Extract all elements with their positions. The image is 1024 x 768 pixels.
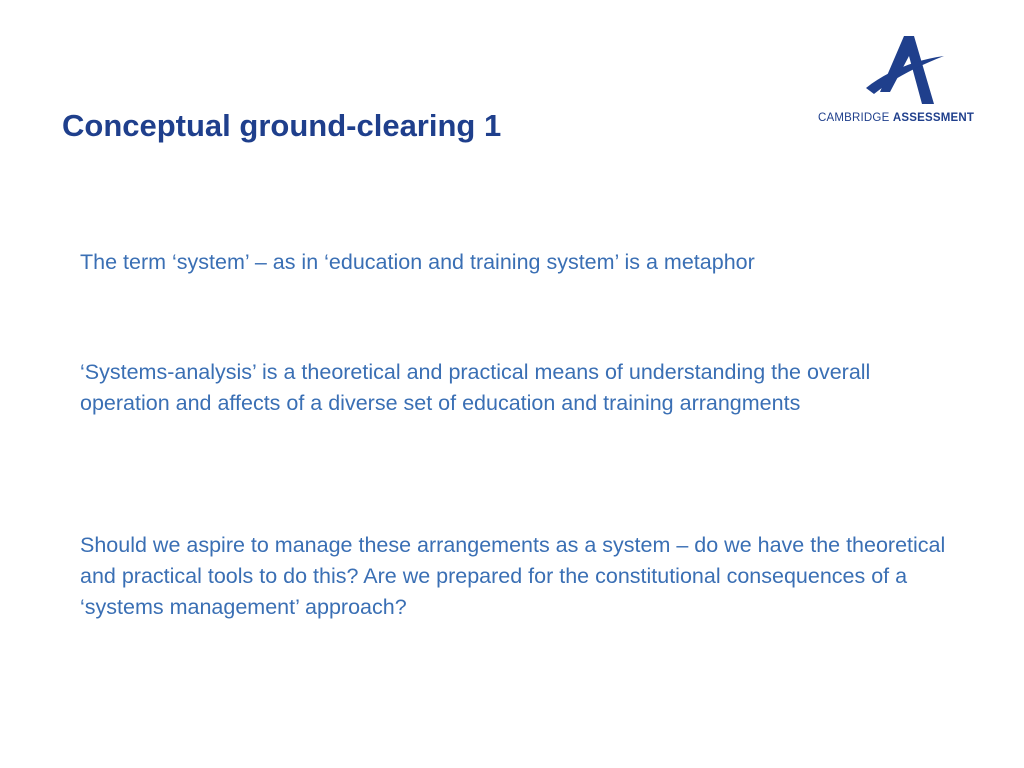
- logo-word-assessment: ASSESSMENT: [892, 112, 975, 124]
- cambridge-assessment-logo: [818, 30, 986, 130]
- logo-word-cambridge: CAMBRIDGE: [818, 112, 890, 124]
- cambridge-assessment-a-icon: [864, 32, 946, 108]
- paragraph-system-metaphor: The term ‘system’ – as in ‘education and training system’ is a metaphor: [80, 250, 755, 274]
- paragraph-systems-analysis: ‘Systems-analysis’ is a theoretical and practical means of understanding the overall operation and affects of a diverse set of education and training arrangments: [80, 360, 871, 415]
- paragraph-systems-management: Should we aspire to manage these arrangements as a system – do we have the theoretical and practical tools to do this? Are we prepared for the constitutional consequences of a ‘systems management’ approach?: [80, 533, 946, 619]
- logo-wordmark: [818, 112, 974, 124]
- slide-title: Conceptual ground-clearing 1: [62, 108, 502, 143]
